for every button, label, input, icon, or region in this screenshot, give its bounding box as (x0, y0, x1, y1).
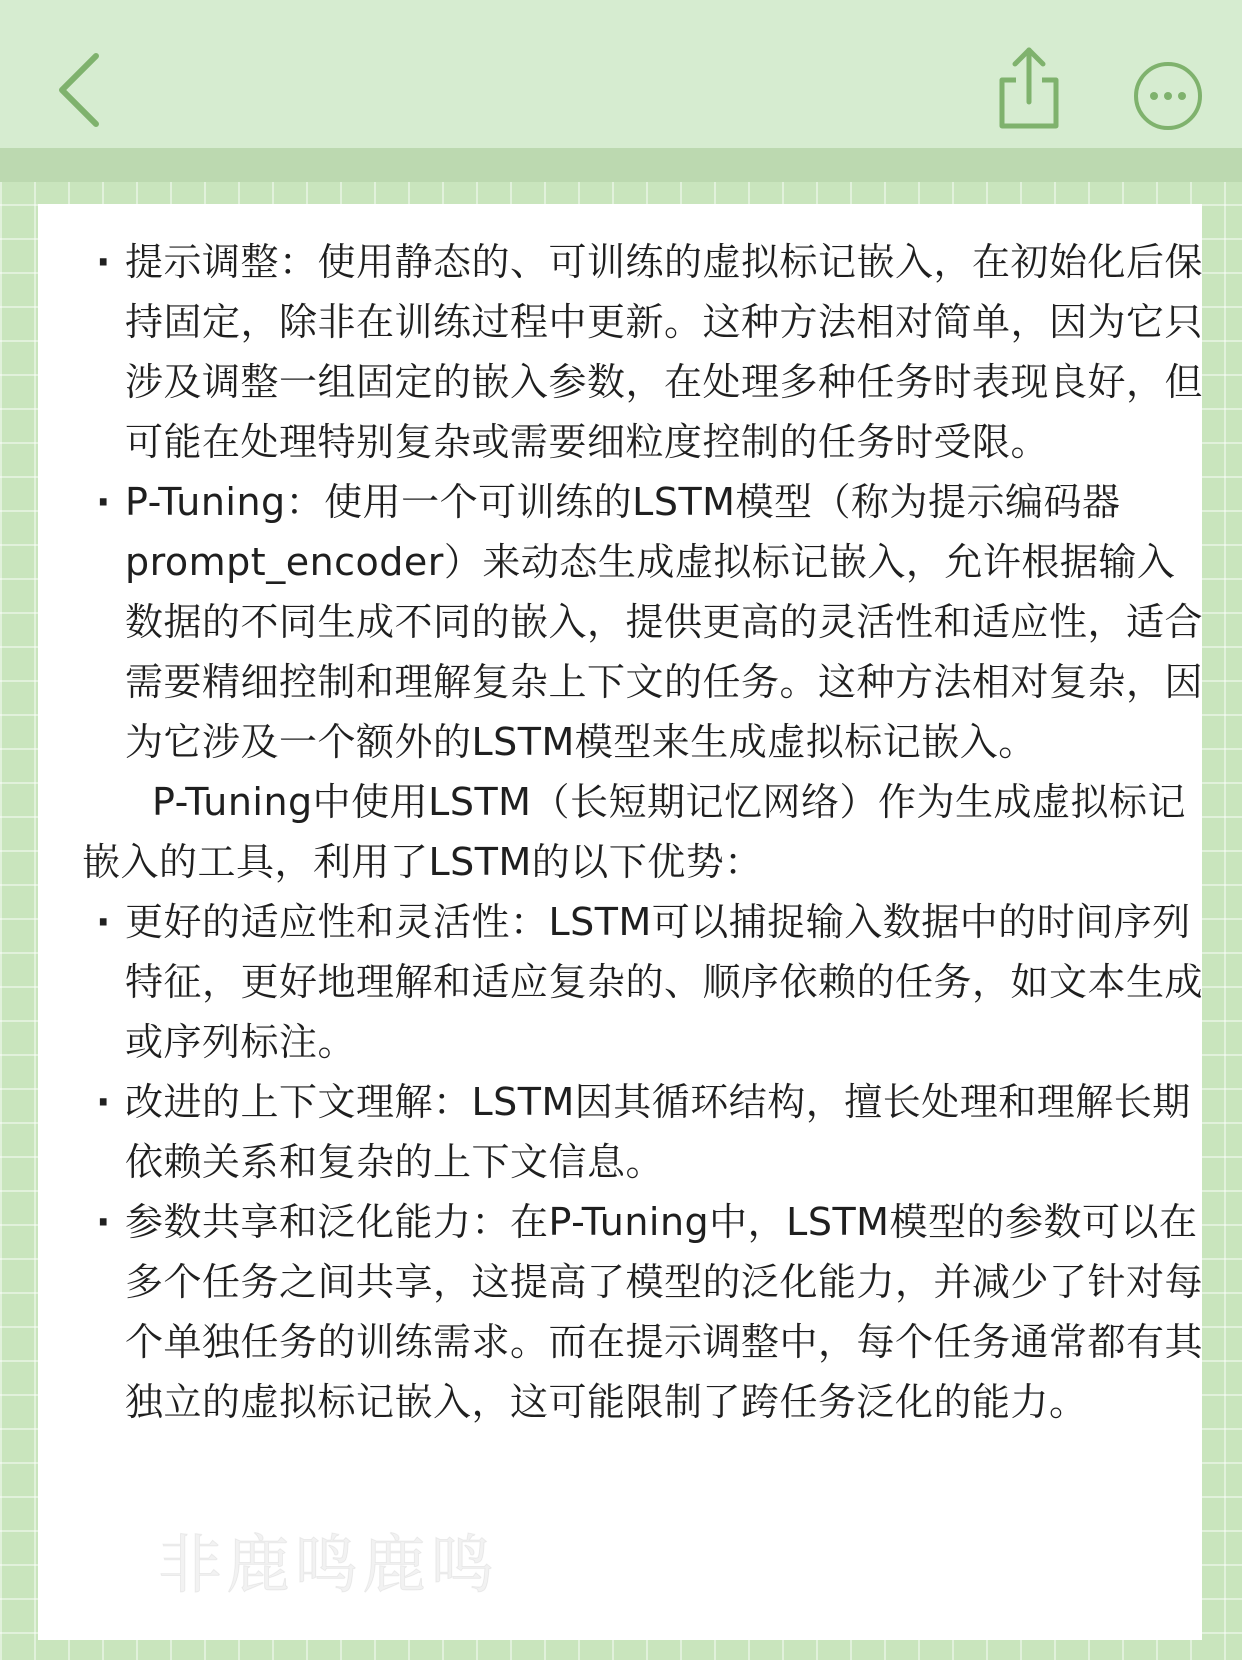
bullet-item (82, 1072, 1205, 1192)
bullet-item (82, 232, 1205, 472)
bullet-dot: · (96, 1080, 111, 1124)
back-button[interactable] (52, 50, 112, 130)
share-icon (996, 42, 1062, 132)
bullet-text: 参数共享和泛化能力：在P-Tuning中，LSTM模型的参数可以在多个任务之间共享，这提高了模型的泛化能力，并减少了针对每个单独任务的训练需求。而在提示调整中，每个任务通常都有其独立的虚拟标记嵌入，这可能限制了跨任务泛化的能力。 (125, 1200, 1204, 1424)
bullet-dot: · (96, 480, 111, 524)
top-navigation-bar (0, 0, 1242, 148)
more-icon (1132, 60, 1204, 132)
bullet-text: 提示调整：使用静态的、可训练的虚拟标记嵌入，在初始化后保持固定，除非在训练过程中更新。这种方法相对简单，因为它只涉及调整一组固定的嵌入参数，在处理多种任务时表现良好，但可能在处理特别复杂或需要细粒度控制的任务时受限。 (125, 240, 1204, 464)
share-button[interactable] (996, 42, 1062, 132)
bullet-item (82, 1192, 1205, 1432)
note-card (38, 204, 1202, 1640)
toolbar-divider (0, 148, 1242, 182)
note-content (82, 232, 1212, 1432)
body-paragraph: P-Tuning中使用LSTM（长短期记忆网络）作为生成虚拟标记嵌入的工具，利用了LSTM的以下优势： (82, 780, 1186, 884)
watermark: 非鹿鸣鹿鸣 (158, 1529, 498, 1603)
bullet-item (82, 472, 1205, 772)
bullet-dot: · (96, 1200, 111, 1244)
bullet-text: P-Tuning：使用一个可训练的LSTM模型（称为提示编码器prompt_encoder）来动态生成虚拟标记嵌入，允许根据输入数据的不同生成不同的嵌入，提供更高的灵活性和适应性，适合需要精细控制和理解复杂上下文的任务。这种方法相对复杂，因为它涉及一个额外的LSTM模型来生成虚拟标记嵌入。 (125, 480, 1204, 764)
bullet-text: 更好的适应性和灵活性：LSTM可以捕捉输入数据中的时间序列特征，更好地理解和适应复杂的、顺序依赖的任务，如文本生成或序列标注。 (125, 900, 1204, 1064)
bullet-dot: · (96, 240, 111, 284)
bullet-item (82, 892, 1205, 1072)
more-options-button[interactable] (1132, 60, 1204, 132)
bullet-dot: · (96, 900, 111, 944)
chevron-left-icon (52, 50, 112, 130)
bullet-text: 改进的上下文理解：LSTM因其循环结构，擅长处理和理解长期依赖关系和复杂的上下文信息。 (125, 1080, 1191, 1184)
